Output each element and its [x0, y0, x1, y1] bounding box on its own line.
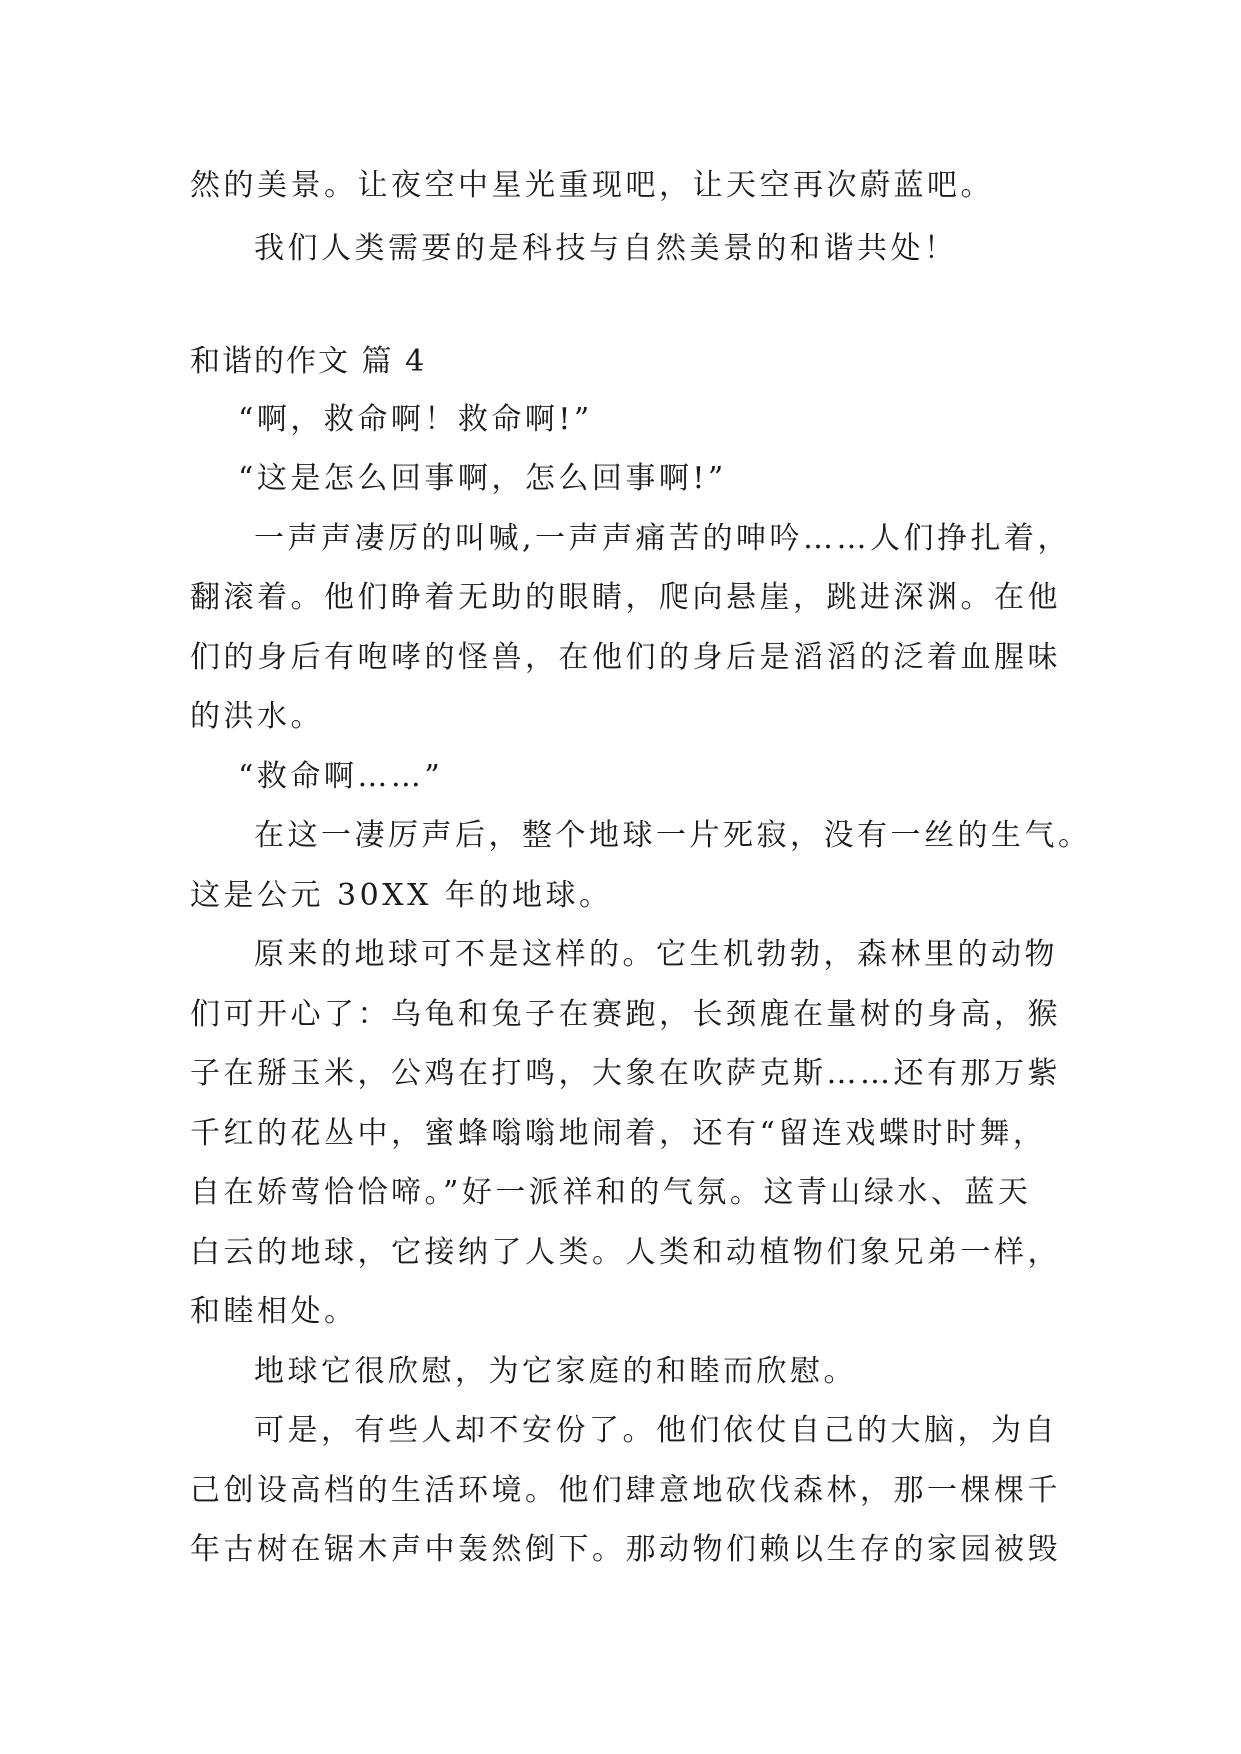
paragraph-line: 然的美景。让夜空中星光重现吧，让天空再次蔚蓝吧。 [190, 168, 994, 203]
paragraph-line: 年古树在锯木声中轰然倒下。那动物们赖以生存的家园被毁 [190, 1532, 1061, 1567]
paragraph-line: 可是，有些人却不安份了。他们依仗自己的大脑，为自 [254, 1413, 1058, 1448]
paragraph-line: 在这一凄厉声后，整个地球一片死寂，没有一丝的生气。 [254, 818, 1092, 853]
dialogue-line: “救命啊……” [238, 759, 444, 794]
paragraph-line: 地球它很欣慰，为它家庭的和睦而欣慰。 [254, 1354, 857, 1389]
paragraph-line: 们可开心了：乌龟和兔子在赛跑，长颈鹿在量树的身高，猴 [190, 997, 1061, 1032]
paragraph-line: 白云的地球，它接纳了人类。人类和动植物们象兄弟一样， [190, 1235, 1061, 1270]
paragraph-line: 千红的花丛中，蜜蜂嗡嗡地闹着，还有“留连戏蝶时时舞， [190, 1116, 1047, 1151]
dialogue-line: “这是怎么回事啊，怎么回事啊!” [238, 461, 727, 496]
paragraph-line: 己创设高档的生活环境。他们肆意地砍伐森林，那一棵棵千 [190, 1473, 1061, 1508]
paragraph-line: 翻滚着。他们睁着无助的眼睛，爬向悬崖，跳进深渊。在他 [190, 580, 1061, 615]
paragraph-line: 这是公元 30XX 年的地球。 [190, 878, 613, 913]
paragraph-line: 我们人类需要的是科技与自然美景的和谐共处！ [254, 231, 958, 266]
paragraph-line: 们的身后有咆哮的怪兽，在他们的身后是滔滔的泛着血腥味 [190, 640, 1061, 675]
paragraph-line: 和睦相处。 [190, 1294, 358, 1329]
dialogue-line: “啊，救命啊！救命啊!” [238, 402, 593, 437]
paragraph-line: 子在掰玉米，公鸡在打鸣，大象在吹萨克斯……还有那万紫 [190, 1056, 1061, 1091]
paragraph-line: 一声声凄厉的叫喊,一声声痛苦的呻吟……人们挣扎着， [254, 521, 1072, 556]
paragraph-line: 的洪水。 [190, 699, 324, 734]
section-heading: 和谐的作文 篇 4 [190, 344, 427, 379]
paragraph-line: 自在娇莺恰恰啼。”好一派祥和的气氛。这青山绿水、蓝天 [190, 1175, 1032, 1210]
paragraph-line: 原来的地球可不是这样的。它生机勃勃，森林里的动物 [254, 937, 1058, 972]
